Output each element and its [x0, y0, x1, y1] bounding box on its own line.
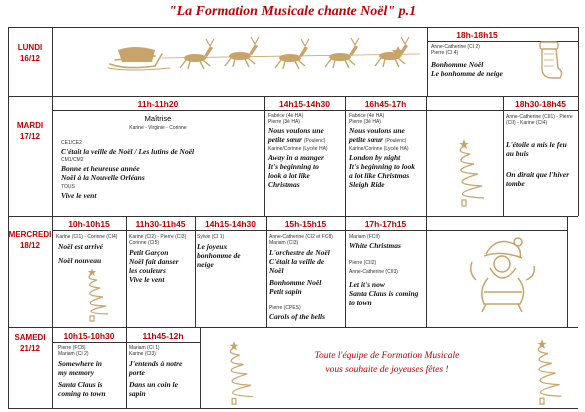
samedi-c1-names: Pierre (FC8) Mariam (CI 2) — [58, 345, 89, 357]
mardi-c2-names: Fabrice (4è HA) Pierre (3è HA) — [268, 113, 304, 125]
maitrise-group-3: TOUS — [61, 184, 75, 190]
santa-claus-icon — [462, 232, 544, 314]
maitrise-group-1: CE1/CE2 — [61, 140, 82, 146]
mardi-c4-names: Anne-Catherine (CII1) - Pierre (CII) - Karine (CI4) — [506, 114, 573, 126]
mardi-c3-time: 16h45-17h — [364, 99, 407, 109]
mercredi-c2-names: Karine (CI2) - Pierre (CI3) Corinne (CI5) — [129, 234, 187, 246]
holiday-message: Toute l'équipe de Formation Musicale vous souhaite de joyeuses fêtes ! — [314, 351, 460, 375]
lundi-time: 18h-18h15 — [456, 30, 498, 40]
christmas-tree-icon — [75, 268, 110, 323]
samedi-c2-names: Mariam (CI 1) Karine (CI3) — [129, 345, 160, 357]
mercredi-c1-time: 10h-10h15 — [68, 219, 110, 229]
mercredi-c3-time: 14h15-14h30 — [204, 219, 257, 229]
mercredi-c3-names: Sylvie (CI 1) — [197, 234, 225, 240]
mercredi-c4-songs: L'orchestre de Noël C'était la veille de Noël Bonhomme Noël Petit sapin — [269, 248, 330, 296]
maitrise-song-3: Vive le vent — [61, 191, 97, 200]
mercredi-c4-songs2: Carols of the bells — [269, 312, 326, 321]
samedi-c1-time: 10h15-10h30 — [63, 331, 115, 341]
mercredi-c5-names: Pierre (CII2) Anne-Catherine (CII3) — [349, 260, 398, 275]
christmas-stocking-icon — [530, 38, 570, 88]
mercredi-c2-songs: Petit Garçon Noël fait danser les couleurs Vive le vent — [129, 248, 179, 284]
day-mercredi: MERCREDI 18/12 — [8, 230, 52, 250]
maitrise-names: Karine - Virginie - Corinne — [129, 125, 187, 131]
mardi-c2-songs2: Away in a manger It's beginning to look a lot like Christmas — [268, 153, 324, 189]
mardi-c2-time: 14h15-14h30 — [278, 99, 331, 109]
mercredi-c1-songs: Noël est arrivé Noël nouveau — [58, 242, 103, 265]
mardi-c3-names2: Karine/Corinne (Lycée HA) — [349, 146, 409, 152]
mercredi-c4-names: Anne-Catherine (CI2 et FC8) Mariam (CI3) — [269, 234, 333, 246]
samedi-c2-songs: J'entends à notre porte Dans un coin le sapin — [129, 359, 183, 398]
mardi-c4-time: 18h30-18h45 — [514, 99, 567, 109]
mardi-c3-songs1: Nous voulons une petite sœur (Poulenc) — [349, 126, 407, 144]
mardi-c2-names2: Karine/Corinne (Lycée HA) — [268, 146, 328, 152]
maitrise-song-1: C'était la veille de Noël / Les lutins de Noël — [61, 147, 195, 156]
lundi-songs: Bonhomme Noël Le bonhomme de neige — [431, 60, 503, 78]
samedi-c1-songs: Somewhere in my memory Santa Claus is coming to town — [58, 359, 106, 398]
maitrise-title: Maîtrise — [144, 114, 172, 123]
mercredi-c5-name1: Mariam (FCII) — [349, 234, 380, 240]
mercredi-c5-time: 17h-17h15 — [364, 219, 407, 229]
day-samedi: SAMEDI 21/12 — [14, 333, 46, 353]
mardi-c3-songs2: London by night It's beginning to look a lot like Christmas Sleigh Ride — [349, 153, 416, 189]
christmas-tree-icon — [442, 138, 487, 208]
mardi-c4-songs2: On dirait que l'hiver tombe — [506, 170, 570, 188]
mardi-maitrise-time: 11h-11h20 — [137, 99, 179, 109]
christmas-tree-icon — [212, 340, 257, 406]
mercredi-c4-names2: Pierre (CPES) — [269, 305, 301, 311]
page-title: "La Formation Musicale chante Noël" p.1 — [168, 4, 417, 19]
maitrise-song-2: Bonne et heureuse année Noël à la Nouvelle Orléans — [61, 164, 145, 182]
mercredi-c4-time: 15h-15h15 — [284, 219, 327, 229]
mercredi-c3-songs: Le joyeux bonhomme de neige — [197, 242, 241, 269]
maitrise-group-2: CM1/CM2 — [61, 157, 84, 163]
day-mardi: MARDI 17/12 — [16, 121, 44, 141]
christmas-tree-icon — [520, 338, 565, 406]
mardi-c4-songs1: L'étoile a mis le feu au buis — [506, 140, 567, 158]
samedi-c2-time: 11h45-12h — [142, 331, 184, 341]
mercredi-c2-time: 11h30-11h45 — [135, 219, 186, 229]
lundi-names: Anne-Catherine (CI 2) Pierre (CI 4) — [431, 44, 480, 56]
reindeer-sleigh-icon — [100, 36, 420, 76]
mardi-c2-songs1: Nous voulons une petite sœur (Poulenc) — [268, 126, 326, 144]
day-lundi: LUNDI 16/12 — [17, 43, 43, 63]
mercredi-c5-songs: Let it's now Santa Claus is coming to town — [349, 280, 419, 307]
mercredi-c5-song1: White Christmas — [349, 241, 401, 250]
mardi-c3-names: Fabrice (4è HA) Pierre (3è HA) — [349, 113, 385, 125]
mercredi-c1-names: Karine (CI1) - Corinne (CI4) — [56, 234, 118, 240]
